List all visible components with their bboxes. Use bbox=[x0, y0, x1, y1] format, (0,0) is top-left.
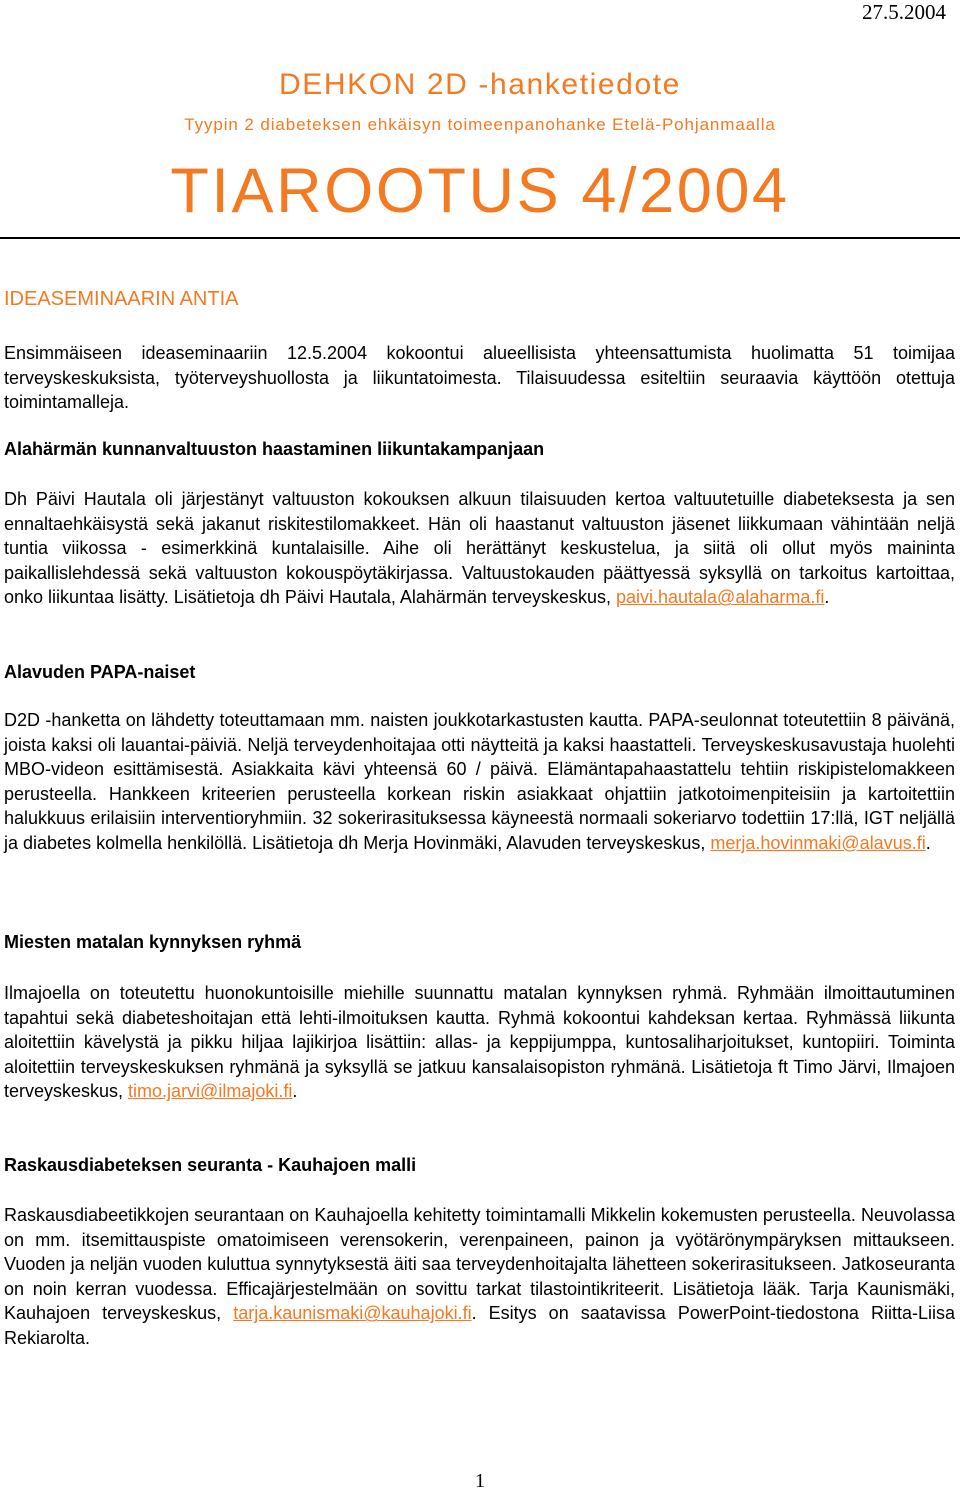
page-number: 1 bbox=[475, 1470, 485, 1492]
alavus-email-link[interactable]: merja.hovinmaki@alavus.fi bbox=[710, 832, 926, 853]
section-title: IDEASEMINAARIN ANTIA bbox=[4, 288, 239, 310]
alavus-heading: Alavuden PAPA-naiset bbox=[4, 662, 196, 682]
miesten-email-link[interactable]: timo.jarvi@ilmajoki.fi bbox=[128, 1081, 293, 1102]
issue-title: TIAROOTUS 4/2004 bbox=[170, 156, 790, 226]
alavus-text: D2D -hanketta on lähdetty toteuttamaan mm. naisten joukkotarkastusten kautta. PAPA-seulonnat toteutettiin 8 päivänä, joista kaksi oli lauantai-päiviä. Neljä terveydenhoitajaa otti näytteitä ja kaksi haastatteli. Terveyskeskusavustaja huolehti MBO-videon esittämisestä. Asiakkaita kävi yhteensä 60 / päivä. Elämäntapahaastattelu tehtiin riskipistelomakkeen perusteella. Hankkeen kriteerien perusteella korkean riskin asiakkaat ohjattiin jatkotoimenpiteisiin ja kartoitettiin halukkuus erilaisiin interventioryhmiin. 32 sokerirasituksessa käyneestä normaali sokeriarvo todettiin 17:llä, IGT neljällä ja diabetes kolmella henkilöllä. Lisätietoja dh Merja Hovinmäki, Alavuden terveyskeskus, bbox=[4, 710, 955, 853]
raskaus-text-end: . Esitys on saatavissa PowerPoint-tiedostona Riitta-Liisa Rekiarolta. bbox=[4, 1303, 955, 1348]
alaharma-text-end: . bbox=[824, 587, 830, 608]
alaharma-paragraph bbox=[4, 487, 955, 610]
alaharma-email-link[interactable]: paivi.hautala@alaharma.fi bbox=[615, 587, 825, 608]
intro-paragraph: Ensimmäiseen ideaseminaariin 12.5.2004 kokoontui alueellisista yhteensattumista huolimatta 51 toimijaa terveyskeskuksista, työterveyshuollosta ja liikuntatoimesta. Tilaisuudessa esiteltiin seuraavia käyttöön otettuja toimintamalleja. bbox=[4, 343, 955, 413]
header-divider bbox=[0, 237, 960, 239]
raskaus-heading: Raskausdiabeteksen seuranta - Kauhajoen malli bbox=[4, 1155, 417, 1175]
miesten-text: Ilmajoella on toteutettu huonokuntoisille miehille suunnattu matalan kynnyksen ryhmä. Ryhmään ilmoittautuminen tapahtui sekä diabeteshoitajan että lehti-ilmoituksen kautta. Ryhmä kokoontui kahdeksan kertaa. Ryhmässä liikunta aloitettiin kävelystä ja pikku hiljaa lajikirjoa lisättiin: allas- ja keppijumppa, kuntosaliharjoitukset, kuntopiiri. Toiminta aloitettiin terveyskeskuksen ryhmänä ja syksyllä se jatkuu kansalaisopiston ryhmänä. Lisätietoja ft Timo Järvi, Ilmajoen terveyskeskus, bbox=[4, 983, 955, 1102]
document-date: 27.5.2004 bbox=[862, 0, 946, 24]
alaharma-heading: Alahärmän kunnanvaltuuston haastaminen liikuntakampanjaan bbox=[4, 439, 545, 459]
raskaus-text: Raskausdiabeetikkojen seurantaan on Kauhajoella kehitetty toimintamalli Mikkelin kokemusten perusteella. Neuvolassa on mm. itsemittauspiste omatoimiseen verensokerin, verenpaineen, painon ja vyötärönympäryksen mittaukseen. Vuoden ja neljän vuoden kuluttua synnytyksestä äiti saa terveydenhoitajalta lähetteen sokerirasitukseen. Jatkoseuranta on noin kerran vuodessa. Efficajärjestelmään on sovittu tarkat tilastointikriteerit. Lisätietoja lääk. Tarja Kaunismäki, Kauhajoen terveyskeskus, bbox=[4, 1205, 955, 1324]
raskaus-email-link[interactable]: tarja.kaunismaki@kauhajoki.fi bbox=[233, 1303, 472, 1324]
project-title: DEHKON 2D -hanketiedote bbox=[279, 68, 681, 101]
alaharma-text: Dh Päivi Hautala oli järjestänyt valtuuston kokouksen alkuun tilaisuuden kertoa valtuutetuille diabeteksesta ja sen ennaltaehkäisystä sekä jakanut riskitestilomakkeet. Hän oli haastanut valtuuston jäsenet liikkumaan vähintään neljä tuntia viikossa - esimerkkinä kuntalaisille. Aihe oli herättänyt keskustelua, ja siitä oli ollut myös maininta paikallislehdessä sekä valtuuston kokouspöytäkirjassa. Valtuustokauden päättyessä syksyllä on tarkoitus kartoittaa, onko liikuntaa lisätty. Lisätietoja dh Päivi Hautala, Alahärmän terveyskeskus, bbox=[4, 489, 955, 608]
alavus-text-end: . bbox=[925, 832, 931, 853]
miesten-heading: Miesten matalan kynnyksen ryhmä bbox=[4, 932, 302, 952]
raskaus-paragraph bbox=[4, 1203, 955, 1351]
miesten-text-end: . bbox=[292, 1081, 298, 1102]
project-subtitle: Tyypin 2 diabeteksen ehkäisyn toimeenpanohanke Etelä-Pohjanmaalla bbox=[184, 115, 776, 134]
alavus-paragraph bbox=[4, 708, 955, 856]
miesten-paragraph bbox=[4, 981, 955, 1104]
